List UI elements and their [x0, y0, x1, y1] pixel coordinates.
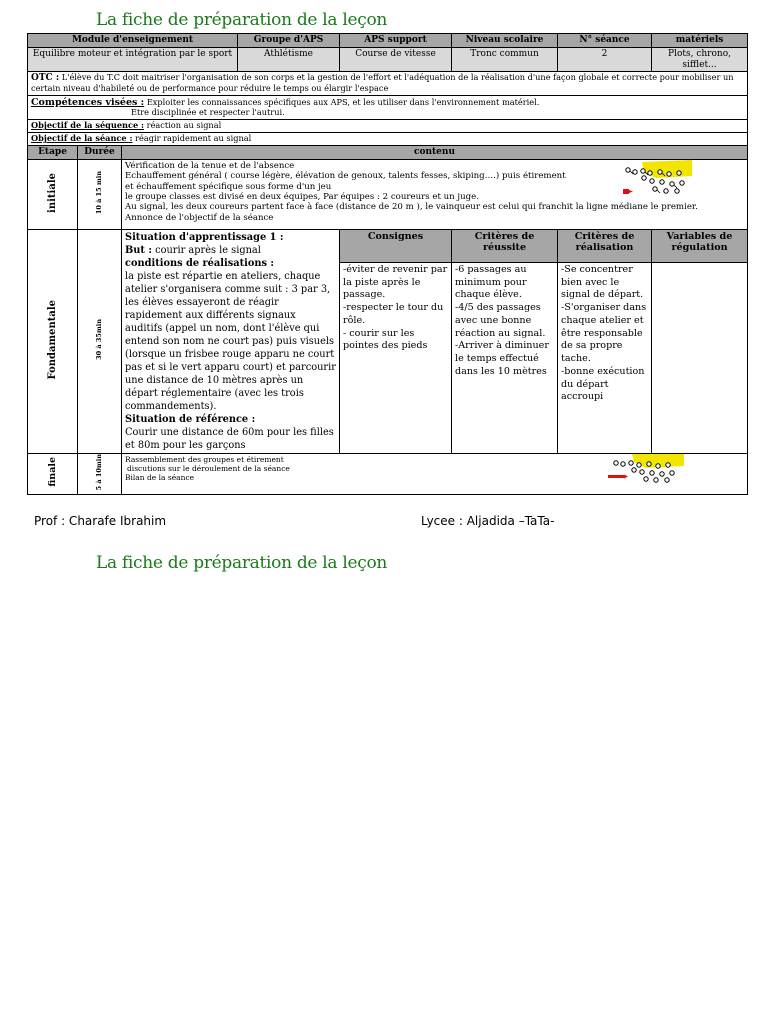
header-seance: N° séance	[558, 34, 652, 48]
otc-label: OTC :	[31, 73, 60, 84]
lesson-plan-table	[27, 33, 748, 495]
footer-lycee: Lycee : Aljadida –TaTa-	[421, 514, 555, 528]
otc-text: L'élève du T.C doit maitriser l'organisation de son corps et la gestion de l'effort et l'adéquation de la réalisation d'une façon globale et correcte pour mobiliser un certain niveau d'habileté ou de performance pour réduire le temps ou élargir l'espace	[31, 72, 734, 94]
value-aps: Course de vitesse	[340, 47, 452, 72]
competences-line2: Etre disciplinée et respecter l'autrui.	[131, 107, 285, 118]
reussite-cell	[452, 262, 558, 453]
objectif-sequence-text: réaction au signal	[146, 120, 222, 131]
initiale-line: Au signal, les deux coureurs partent face à face (distance de 20 m ), le vainqueur est celui qui franchit la ligne médiane le premier.	[125, 202, 698, 213]
finale-line: Rassemblement des groupes et étirement	[125, 455, 284, 465]
finale-line: discutions sur le déroulement de la séance	[127, 464, 290, 474]
but-label: But :	[125, 244, 152, 256]
realisation-item: -bonne exécution du départ accroupi	[561, 365, 645, 403]
conditions-text: la piste est répartie en ateliers, chaque atelier s'organisera comme suit : 3 par 3, les élèves essayeront de réagir rapidement aux différents signaux auditifs (appel un nom, dont l'élève qui entend son nom ne court pas) puis visuels (lorsque un frisbee rouge apparu ne court pas et si le vert apparu court) et parcourir une distance de 10 mètres après un départ réglementaire (avec les trois commandements).	[125, 270, 336, 412]
header-niveau: Niveau scolaire	[452, 34, 558, 48]
reference-label: Situation de référence :	[125, 413, 256, 425]
value-seance: 2	[558, 47, 652, 72]
etape-finale: finale	[46, 457, 58, 488]
header-contenu: contenu	[122, 145, 748, 159]
value-module: Equilibre moteur et intégration par le sport	[28, 47, 238, 72]
etape-fondamentale: Fondamentale	[46, 300, 58, 380]
value-groupe: Athlétisme	[238, 47, 340, 72]
finale-row	[28, 454, 748, 495]
objectif-sequence-row	[28, 120, 748, 133]
cooldown-diagram	[606, 454, 686, 486]
otc-row	[28, 72, 748, 96]
initiale-line: Echauffement général ( course légère, élévation de genoux, talents fesses, skiping….) puis étirement	[125, 171, 566, 182]
consignes-header: Consignes	[340, 229, 452, 262]
values-row	[28, 47, 748, 72]
footer-prof: Prof : Charafe Ibrahim	[34, 514, 167, 528]
header-module: Module d'enseignement	[28, 34, 238, 48]
initiale-line: et échauffement spécifique sous forme d'un jeu	[125, 181, 332, 192]
header-etape: Etape	[28, 145, 78, 159]
page-title: La fiche de préparation de la leçon	[96, 10, 388, 30]
value-materiels: Plots, chrono, sifflet...	[652, 47, 748, 72]
consigne-item: -éviter de revenir par la piste après le passage.	[343, 263, 448, 301]
reussite-item: -Arriver à diminuer le temps effectué dans les 10 mètres	[455, 340, 549, 377]
but-text: courir après le signal	[155, 244, 261, 256]
header-duree: Durée	[78, 145, 122, 159]
page-title-repeat: La fiche de préparation de la leçon	[96, 553, 388, 573]
realisation-item: -S'organiser dans chaque atelier et être responsable de sa propre tache.	[561, 302, 647, 364]
warmup-game-diagram	[622, 160, 694, 202]
objectif-seance-label: Objectif de la séance :	[31, 133, 133, 144]
header-materiels: matériels	[652, 34, 748, 48]
initiale-line: le groupe classes est divisé en deux équipes, Par équipes : 2 coureurs et un juge.	[125, 191, 479, 202]
objectif-seance-text: réagir rapidement au signal	[135, 133, 252, 144]
header-aps: APS support	[340, 34, 452, 48]
consignes-cell	[340, 262, 452, 453]
duree-finale: 5 à 10min	[94, 454, 103, 491]
reference-text: Courir une distance de 60m pour les filles et 80m pour les garçons	[125, 426, 334, 451]
reussite-header: Critères de réussite	[452, 229, 558, 262]
etape-initiale: initiale	[46, 172, 58, 213]
variables-header: Variables de régulation	[652, 229, 748, 262]
duree-initiale: 10 à 15 min	[94, 171, 103, 215]
consigne-item: -respecter le tour du rôle.	[343, 302, 444, 326]
consigne-item: - courir sur les pointes des pieds	[343, 327, 428, 352]
competences-line1: Exploiter les connaissances spécifiques aux APS, et les utiliser dans l'environnement matériel.	[146, 97, 540, 108]
competences-label: Compétences visées :	[31, 97, 145, 109]
competences-row	[28, 96, 748, 120]
conditions-label: conditions de réalisations :	[125, 257, 275, 269]
realisation-cell	[558, 262, 652, 453]
situation-apprentissage	[122, 229, 340, 453]
initiale-line: Annonce de l'objectif de la séance	[125, 212, 274, 223]
value-niveau: Tronc commun	[452, 47, 558, 72]
realisation-item: -Se concentrer bien avec le signal de départ.	[561, 263, 644, 301]
header-groupe: Groupe d'APS	[238, 34, 340, 48]
reussite-item: -6 passages au minimum pour chaque élève.	[455, 263, 527, 301]
header-row	[28, 34, 748, 48]
section-header-row	[28, 145, 748, 159]
finale-line: Bilan de la séance	[125, 473, 195, 483]
situation-label: Situation d'apprentissage 1 :	[125, 231, 284, 243]
objectif-sequence-label: Objectif de la séquence :	[31, 120, 145, 131]
variables-cell	[652, 262, 748, 453]
realisation-header: Critères de réalisation	[558, 229, 652, 262]
objectif-seance-row	[28, 133, 748, 146]
duree-fondamentale: 30 à 35min	[94, 319, 103, 361]
fondamentale-row	[28, 229, 748, 262]
initiale-row	[28, 159, 748, 229]
initiale-line: Vérification de la tenue et de l'absence	[125, 160, 295, 171]
reussite-item: -4/5 des passages avec une bonne réaction au signal.	[455, 302, 546, 339]
